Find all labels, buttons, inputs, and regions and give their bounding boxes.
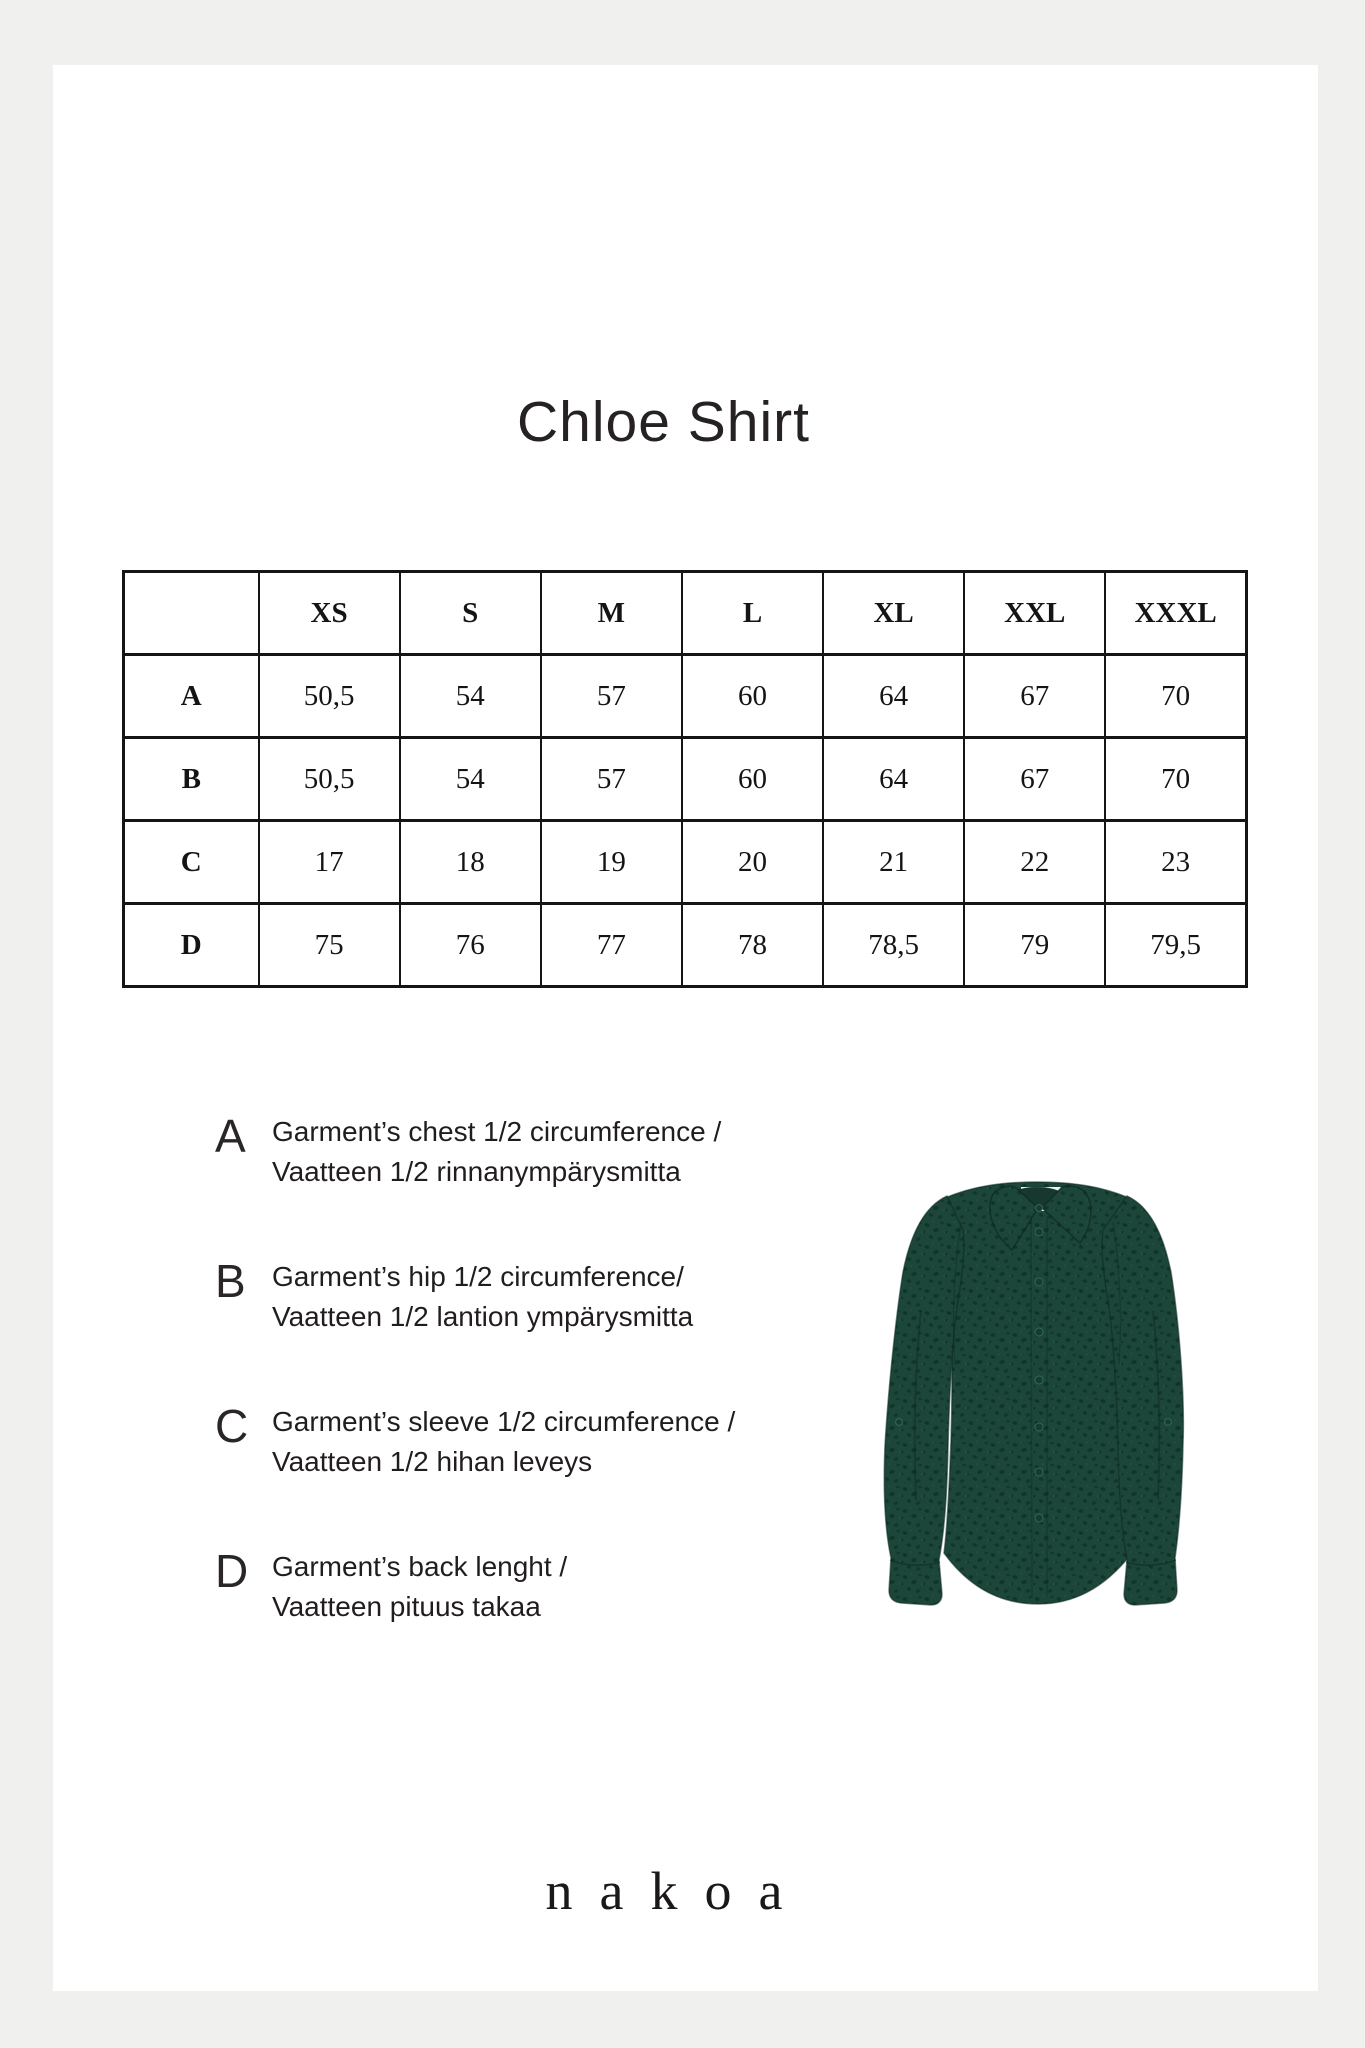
size-column-header: XL	[823, 572, 964, 655]
size-value-cell: 54	[400, 655, 541, 738]
legend-description-en: Garment’s back lenght /	[272, 1551, 568, 1582]
page-title: Chloe Shirt	[517, 390, 810, 454]
size-value-cell: 19	[541, 821, 682, 904]
shirt-button	[1035, 1514, 1043, 1522]
size-value-cell: 17	[259, 821, 400, 904]
size-value-cell: 75	[259, 904, 400, 987]
legend-description-fi: Vaatteen 1/2 hihan leveys	[272, 1446, 593, 1477]
size-value-cell: 60	[682, 738, 823, 821]
legend-description-en: Garment’s sleeve 1/2 circumference /	[272, 1406, 736, 1437]
shirt-button	[1035, 1376, 1043, 1384]
size-value-cell: 64	[823, 655, 964, 738]
size-value-cell: 79	[964, 904, 1105, 987]
size-column-header: XXL	[964, 572, 1105, 655]
shirt-button	[1035, 1423, 1043, 1431]
size-table	[122, 570, 1248, 988]
size-table-row	[124, 821, 1247, 904]
size-value-cell: 70	[1105, 655, 1246, 738]
size-table-header-row	[124, 572, 1247, 655]
measurement-legend	[215, 1112, 815, 1692]
size-chart-page	[53, 65, 1318, 1991]
size-value-cell: 50,5	[259, 655, 400, 738]
size-value-cell: 18	[400, 821, 541, 904]
size-value-cell: 78,5	[823, 904, 964, 987]
shirt-button	[1035, 1228, 1043, 1236]
size-column-header: XXXL	[1105, 572, 1246, 655]
legend-letter: D	[215, 1545, 249, 1597]
measure-row-label: A	[124, 655, 259, 738]
legend-item	[215, 1112, 815, 1257]
size-value-cell: 57	[541, 738, 682, 821]
size-value-cell: 21	[823, 821, 964, 904]
legend-letter: A	[215, 1110, 246, 1162]
size-value-cell: 60	[682, 655, 823, 738]
size-column-header: S	[400, 572, 541, 655]
size-value-cell: 76	[400, 904, 541, 987]
measure-row-label: D	[124, 904, 259, 987]
size-table-row	[124, 904, 1247, 987]
size-column-header: XS	[259, 572, 400, 655]
size-value-cell: 78	[682, 904, 823, 987]
right-sleeve-tab-button	[1165, 1419, 1172, 1426]
shirt-button	[1035, 1278, 1043, 1286]
measure-row-label: C	[124, 821, 259, 904]
legend-item	[215, 1257, 815, 1402]
legend-description-fi: Vaatteen 1/2 rinnanympärysmitta	[272, 1156, 681, 1187]
legend-description-fi: Vaatteen pituus takaa	[272, 1591, 541, 1622]
size-value-cell: 64	[823, 738, 964, 821]
legend-item	[215, 1402, 815, 1547]
size-value-cell: 23	[1105, 821, 1246, 904]
size-value-cell: 20	[682, 821, 823, 904]
size-column-header: M	[541, 572, 682, 655]
size-table-row	[124, 655, 1247, 738]
legend-letter: B	[215, 1255, 246, 1307]
size-value-cell: 67	[964, 738, 1105, 821]
brand-logo: nakoa	[545, 1861, 810, 1921]
size-value-cell: 79,5	[1105, 904, 1246, 987]
shirt-button	[1035, 1468, 1043, 1476]
legend-description-en: Garment’s chest 1/2 circumference /	[272, 1116, 722, 1147]
legend-letter: C	[215, 1400, 249, 1452]
product-photo-shirt	[835, 1110, 1185, 1610]
size-table-corner-cell	[124, 572, 259, 655]
size-value-cell: 70	[1105, 738, 1246, 821]
legend-description-fi: Vaatteen 1/2 lantion ympärysmitta	[272, 1301, 694, 1332]
size-value-cell: 67	[964, 655, 1105, 738]
size-table-row	[124, 738, 1247, 821]
collar-button	[1036, 1205, 1043, 1212]
measure-row-label: B	[124, 738, 259, 821]
size-value-cell: 22	[964, 821, 1105, 904]
size-column-header: L	[682, 572, 823, 655]
shirt-button	[1035, 1328, 1043, 1336]
legend-item	[215, 1547, 815, 1692]
size-value-cell: 50,5	[259, 738, 400, 821]
size-value-cell: 54	[400, 738, 541, 821]
placket-left-seam	[1031, 1216, 1032, 1598]
size-table-body	[124, 655, 1247, 987]
size-value-cell: 77	[541, 904, 682, 987]
size-value-cell: 57	[541, 655, 682, 738]
legend-description-en: Garment’s hip 1/2 circumference/	[272, 1261, 684, 1292]
left-sleeve-tab-button	[896, 1419, 903, 1426]
